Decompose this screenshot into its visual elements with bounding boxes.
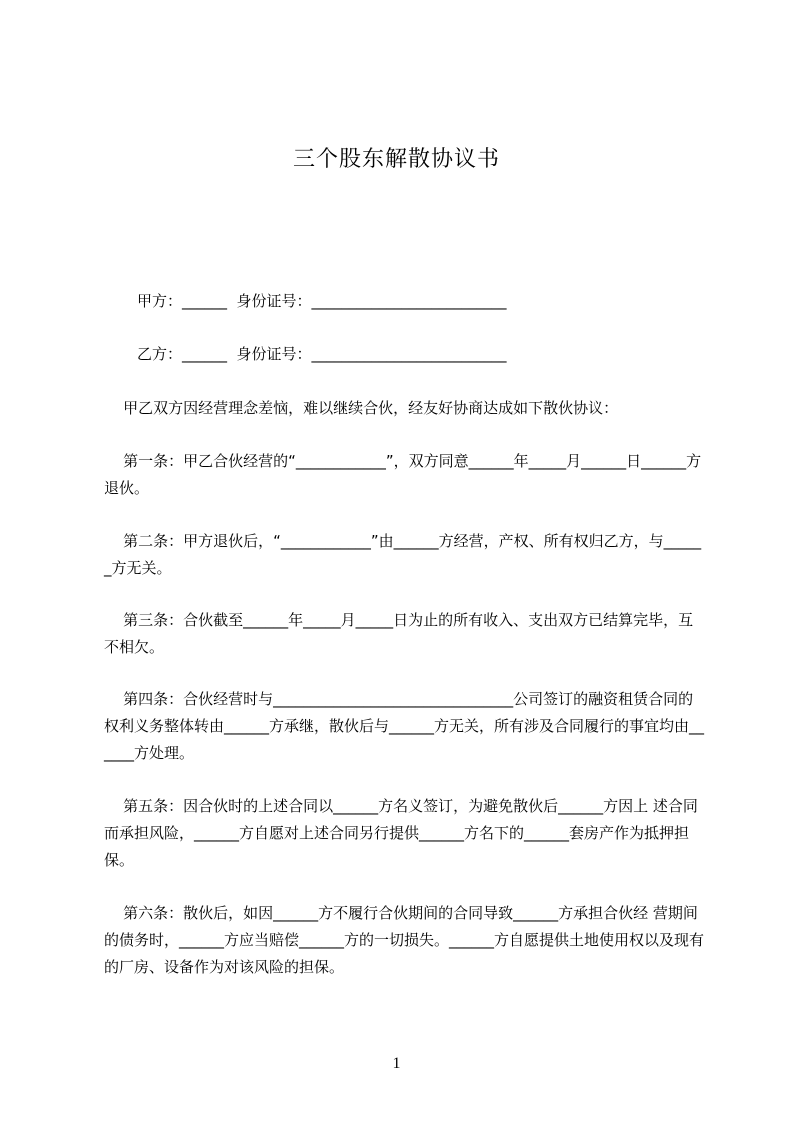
- article-6: 第六条：散伙后，如因______方不履行合伙期间的合同导致______方承担合伙经 营期间的债务时，______方应当赔偿______方的一切损失。______方自愿提供土地使用权以及现有的厂房、设备作为对该风险的担保。: [104, 904, 705, 976]
- article-2: 第二条：甲方退伙后，“____________”由______方经营，产权、所有权归乙方，与______方无关。: [104, 532, 702, 577]
- party-a-line: 甲方：______ 身份证号：__________________________: [137, 292, 507, 310]
- article-3: 第三条：合伙截至______年_____月_____日为止的所有收入、支出双方已结算完毕，互不相欠。: [104, 611, 694, 656]
- article-4: 第四条：合伙经营时与________________________________公司签订的融资租赁合同的 权利义务整体转由______方承继，散伙后与______方无关，所有涉及合同履行的事宜均由______方处理。: [104, 690, 705, 762]
- article-5: 第五条：因合伙时的上述合同以______方名义签订，为避免散伙后______方因上 述合同而承担风险，______方自愿对上述合同另行提供______方名下的______套房产作为抵押担保。: [104, 797, 698, 869]
- document-title: 三个股东解散协议书: [292, 147, 500, 172]
- article-1: 第一条：甲乙合伙经营的“____________”，双方同意______年_____月______日______方退伙。: [104, 452, 702, 497]
- intro-paragraph: 甲乙双方因经营理念差恼，难以继续合伙，经友好协商达成如下散伙协议：: [104, 399, 619, 417]
- page-number: 1: [392, 1055, 401, 1072]
- party-b-line: 乙方：______ 身份证号：__________________________: [137, 345, 507, 363]
